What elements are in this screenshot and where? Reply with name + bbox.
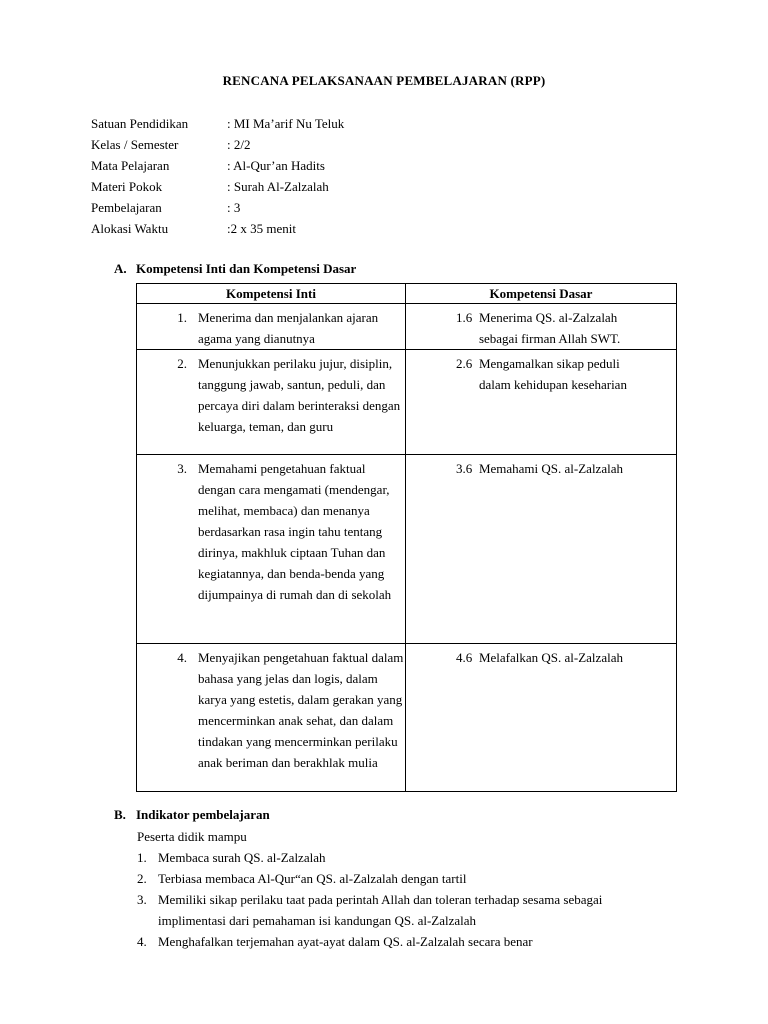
table-row bbox=[137, 350, 677, 455]
kd-text: Mengamalkan sikap peduli dalam kehidupan keseharian bbox=[478, 356, 627, 392]
item-number: 4. bbox=[137, 934, 147, 949]
item-number: 1. bbox=[137, 850, 147, 865]
section-a-heading bbox=[114, 261, 356, 277]
ki-cell bbox=[137, 304, 406, 350]
info-value: : Al-Qur’an Hadits bbox=[227, 158, 325, 173]
section-letter: B. bbox=[114, 807, 126, 822]
list-item bbox=[137, 889, 655, 931]
table-row bbox=[137, 644, 677, 792]
indicator-list bbox=[137, 826, 655, 952]
item-number: 2. bbox=[137, 871, 147, 886]
item-text: Terbiasa membaca Al-Qur“an QS. al-Zalzalah dengan tartil bbox=[158, 871, 467, 886]
info-row-satuan-pendidikan bbox=[91, 113, 344, 134]
kd-cell bbox=[405, 644, 676, 792]
info-value: : MI Ma’arif Nu Teluk bbox=[227, 116, 345, 131]
document-title: RENCANA PELAKSANAAN PEMBELAJARAN (RPP) bbox=[222, 73, 546, 88]
ki-text: Menunjukkan perilaku jujur, disiplin, tanggung jawab, santun, peduli, dan percaya diri dalam berinteraksi dengan keluarga, teman, dan guru bbox=[198, 356, 401, 434]
section-b-heading bbox=[114, 807, 270, 823]
kd-cell bbox=[405, 455, 676, 644]
kd-cell bbox=[405, 350, 676, 455]
section-title: Indikator pembelajaran bbox=[136, 807, 270, 822]
section-letter: A. bbox=[114, 261, 127, 276]
table-header-row bbox=[137, 284, 677, 304]
item-text: Memiliki sikap perilaku taat pada perintah Allah dan toleran terhadap sesama sebagai implimentasi dari pemahaman isi kandungan QS. al-Zalzalah bbox=[158, 892, 603, 928]
indicator-intro: Peserta didik mampu bbox=[137, 829, 247, 844]
ki-number: 4. bbox=[177, 650, 187, 665]
info-label: Satuan Pendidikan bbox=[91, 116, 189, 131]
ki-text: Menerima dan menjalankan ajaran agama yang dianutnya bbox=[198, 310, 379, 346]
header-kompetensi-dasar: Kompetensi Dasar bbox=[405, 284, 676, 304]
ki-text: Menyajikan pengetahuan faktual dalam bahasa yang jelas dan logis, dalam karya yang estetis, dalam gerakan yang mencerminkan anak sehat, dan dalam tindakan yang mencerminkan perilaku anak beriman dan berakhlak mulia bbox=[198, 650, 404, 770]
info-row-kelas-semester bbox=[91, 134, 344, 155]
competency-table bbox=[136, 283, 677, 792]
ki-number: 3. bbox=[177, 461, 187, 476]
info-value: : 3 bbox=[227, 200, 241, 215]
info-row-pembelajaran bbox=[91, 197, 344, 218]
item-number: 3. bbox=[137, 892, 147, 907]
kd-number: 2.6 bbox=[455, 356, 473, 371]
info-row-alokasi-waktu bbox=[91, 218, 344, 239]
header-kompetensi-inti: Kompetensi Inti bbox=[137, 284, 406, 304]
info-label: Pembelajaran bbox=[91, 200, 162, 215]
kd-text: Memahami QS. al-Zalzalah bbox=[478, 461, 623, 476]
info-label: Kelas / Semester bbox=[91, 137, 179, 152]
item-text: Menghafalkan terjemahan ayat-ayat dalam QS. al-Zalzalah secara benar bbox=[158, 934, 533, 949]
info-value: :2 x 35 menit bbox=[227, 221, 296, 236]
info-row-materi-pokok bbox=[91, 176, 344, 197]
ki-number: 2. bbox=[177, 356, 187, 371]
kd-number: 1.6 bbox=[455, 310, 473, 325]
kd-text: Melafalkan QS. al-Zalzalah bbox=[478, 650, 623, 665]
ki-cell bbox=[137, 644, 406, 792]
kd-number: 3.6 bbox=[455, 461, 473, 476]
item-text: Membaca surah QS. al-Zalzalah bbox=[158, 850, 326, 865]
info-value: : Surah Al-Zalzalah bbox=[227, 179, 329, 194]
table-row bbox=[137, 304, 677, 350]
ki-cell bbox=[137, 455, 406, 644]
ki-cell bbox=[137, 350, 406, 455]
info-value: : 2/2 bbox=[227, 137, 251, 152]
list-item bbox=[137, 847, 655, 868]
kd-cell bbox=[405, 304, 676, 350]
info-label: Mata Pelajaran bbox=[91, 158, 170, 173]
list-item bbox=[137, 868, 655, 889]
info-label: Materi Pokok bbox=[91, 179, 163, 194]
info-row-mata-pelajaran bbox=[91, 155, 344, 176]
info-label: Alokasi Waktu bbox=[91, 221, 169, 236]
ki-text: Memahami pengetahuan faktual dengan cara mengamati (mendengar, melihat, membaca) dan menanya berdasarkan rasa ingin tahu tentang dirinya, makhluk ciptaan Tuhan dan kegiatannya, dan benda-benda yang dijumpainya di rumah dan di sekolah bbox=[198, 461, 392, 602]
kd-number: 4.6 bbox=[455, 650, 473, 665]
identity-block bbox=[91, 113, 344, 239]
ki-number: 1. bbox=[177, 310, 187, 325]
section-title: Kompetensi Inti dan Kompetensi Dasar bbox=[136, 261, 357, 276]
kd-text: Menerima QS. al-Zalzalah sebagai firman Allah SWT. bbox=[478, 310, 621, 346]
table-row bbox=[137, 455, 677, 644]
list-item bbox=[137, 931, 655, 952]
